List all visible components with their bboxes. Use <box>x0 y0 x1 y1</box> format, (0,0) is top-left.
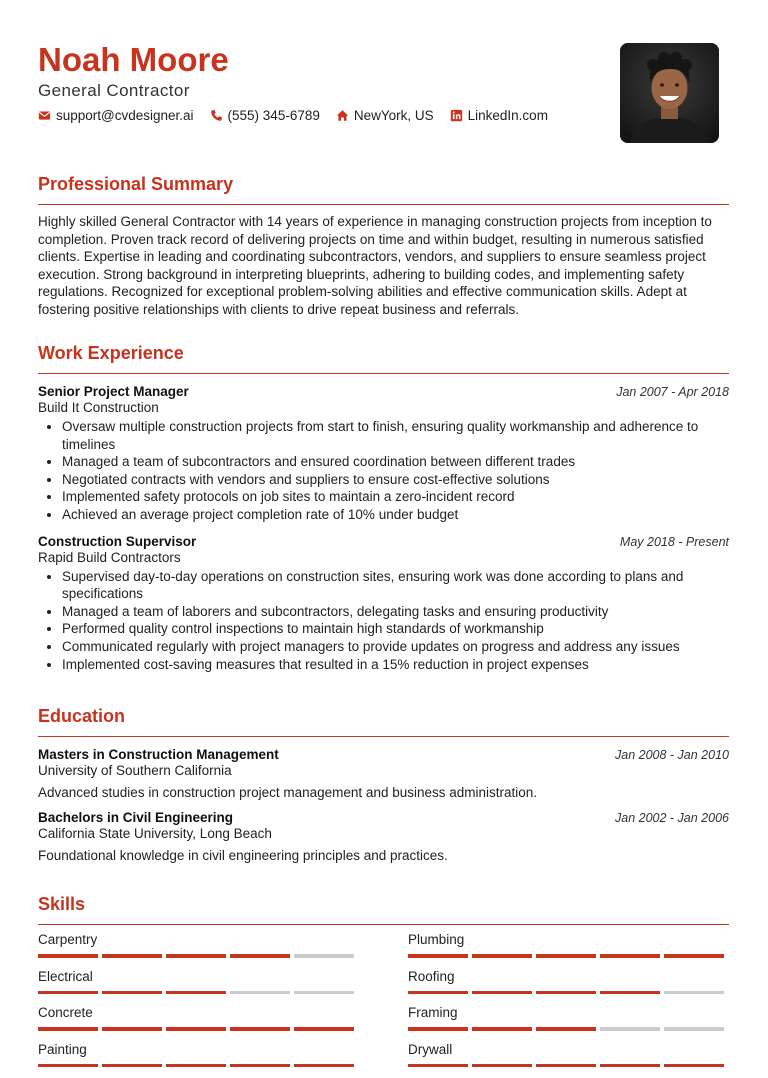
section-divider <box>38 924 729 925</box>
skill-level-bar <box>408 954 728 958</box>
skill-segment-filled <box>38 1064 98 1068</box>
contact-row <box>38 108 598 123</box>
resume-header <box>38 40 598 123</box>
skill-name: Concrete <box>38 1005 93 1020</box>
job-bullet: • Communicated regularly with project managers to provide updates on progress and address any issues <box>62 638 729 656</box>
skill-segment-filled <box>664 1064 724 1068</box>
job-bullet: • Managed a team of laborers and subcontractors, delegating tasks and ensuring productivity <box>62 603 729 621</box>
skill-segment-filled <box>536 1027 596 1031</box>
skill-name: Plumbing <box>408 932 465 947</box>
skill-segment-filled <box>230 1027 290 1031</box>
skills-section <box>38 893 729 1077</box>
skill-segment-empty <box>230 991 290 995</box>
skill-segment-filled <box>408 1027 468 1031</box>
skill-level-bar <box>38 954 358 958</box>
skill-segment-empty <box>664 1027 724 1031</box>
skill-level-bar <box>408 1064 728 1068</box>
job-bullet: • Implemented cost-saving measures that resulted in a 15% reduction in project expenses <box>62 656 729 674</box>
skill-segment-filled <box>102 991 162 995</box>
skill-item <box>38 1004 358 1041</box>
skill-segment-filled <box>600 954 660 958</box>
summary-section <box>38 173 729 319</box>
skill-segment-filled <box>600 1064 660 1068</box>
education-entry <box>38 747 729 800</box>
skill-segment-filled <box>472 1027 532 1031</box>
job-company: Rapid Build Contractors <box>38 549 181 565</box>
skill-segment-filled <box>536 991 596 995</box>
skill-segment-empty <box>294 991 354 995</box>
education-title: Education <box>38 706 126 726</box>
section-divider <box>38 204 729 205</box>
profile-photo <box>620 43 719 143</box>
experience-title: Work Experience <box>38 343 184 363</box>
education-section <box>38 705 729 863</box>
skill-segment-filled <box>600 991 660 995</box>
education-dates: Jan 2008 - Jan 2010 <box>615 748 729 762</box>
contact-location-text: NewYork, US <box>353 108 434 123</box>
job-title: Construction Supervisor <box>38 533 197 549</box>
skill-segment-filled <box>166 1027 226 1031</box>
skill-segment-filled <box>102 1064 162 1068</box>
skill-name: Electrical <box>38 968 93 984</box>
skill-segment-filled <box>408 954 468 958</box>
job-company: Build It Construction <box>38 400 159 415</box>
skill-segment-filled <box>664 954 724 958</box>
section-divider <box>38 736 729 737</box>
skills-grid <box>38 931 729 1077</box>
linkedin-icon <box>450 109 463 122</box>
experience-section <box>38 342 729 673</box>
portrait-illustration <box>620 43 719 143</box>
skill-segment-filled <box>38 954 98 958</box>
education-description: Foundational knowledge in civil engineering principles and practices. <box>38 848 448 863</box>
skill-segment-filled <box>472 954 532 958</box>
job-bullets <box>38 568 729 674</box>
skill-segment-filled <box>38 1027 98 1031</box>
summary-text: Highly skilled General Contractor with 14 years of experience in managing construction projects from inception to completion. Proven track record of delivering projects on time and within budget, resulting in numerous satisfied clients. Expertise in leading and coordinating subcontractors, vendors, and suppliers to ensure seamless project execution. Strong background in interpreting blueprints, adhering to building codes, and implementing safety regulations. Recognized for exceptional problem-solving abilities and effective communication skills. Adept at fostering positive relationships with clients to drive repeat business and referrals. <box>38 214 712 317</box>
skill-level-bar <box>38 1027 358 1031</box>
skill-segment-filled <box>230 1064 290 1068</box>
skill-segment-filled <box>408 1064 468 1068</box>
job-title: Senior Project Manager <box>38 384 189 399</box>
skill-level-bar <box>408 991 728 995</box>
job-bullets <box>38 418 729 524</box>
skill-segment-filled <box>472 991 532 995</box>
skill-segment-filled <box>166 1064 226 1068</box>
skill-segment-empty <box>294 954 354 958</box>
skill-level-bar <box>408 1027 728 1031</box>
home-icon <box>336 109 349 122</box>
skill-segment-empty <box>664 991 724 995</box>
contact-linkedin[interactable] <box>450 108 548 123</box>
school-name: California State University, Long Beach <box>38 826 272 841</box>
skill-level-bar <box>38 1064 358 1068</box>
job-entry <box>38 534 729 674</box>
skill-segment-filled <box>536 954 596 958</box>
skill-item <box>38 968 358 1005</box>
skill-segment-filled <box>166 991 226 995</box>
contact-phone[interactable] <box>210 108 320 123</box>
skill-name: Drywall <box>408 1041 453 1057</box>
contact-linkedin-text: LinkedIn.com <box>467 108 548 123</box>
education-entry <box>38 810 729 863</box>
envelope-icon <box>38 109 51 122</box>
job-bullet: • Performed quality control inspections to maintain high standards of workmanship <box>62 620 729 638</box>
skill-item <box>408 1004 728 1041</box>
job-bullet: • Supervised day-to-day operations on construction sites, ensuring work was done according to plans and specifications <box>62 568 729 603</box>
job-dates: May 2018 - Present <box>619 534 729 549</box>
skill-segment-filled <box>536 1064 596 1068</box>
skill-segment-filled <box>408 991 468 995</box>
job-bullet: • Managed a team of subcontractors and ensured coordination between different trades <box>62 453 729 471</box>
skill-name: Carpentry <box>38 932 98 947</box>
phone-icon <box>210 109 223 122</box>
skill-segment-filled <box>294 1064 354 1068</box>
skill-segment-filled <box>472 1064 532 1068</box>
skill-segment-filled <box>166 954 226 958</box>
skill-segment-filled <box>102 954 162 958</box>
school-name: University of Southern California <box>38 763 232 778</box>
contact-phone-text: (555) 345-6789 <box>227 108 320 123</box>
skill-name: Roofing <box>408 968 455 984</box>
skill-segment-filled <box>38 991 98 995</box>
job-bullet: • Achieved an average project completion rate of 10% under budget <box>62 506 729 524</box>
skill-segment-filled <box>294 1027 354 1031</box>
degree-title: Masters in Construction Management <box>38 747 279 762</box>
job-entry <box>38 384 729 524</box>
candidate-role: General Contractor <box>38 81 190 100</box>
job-dates: Jan 2007 - Apr 2018 <box>616 385 729 399</box>
candidate-name: Noah Moore <box>38 41 229 78</box>
skill-item <box>408 968 728 1005</box>
skill-name: Painting <box>38 1041 87 1057</box>
job-bullet: • Negotiated contracts with vendors and suppliers to ensure cost-effective solutions <box>62 471 729 489</box>
skill-item <box>38 931 358 968</box>
skill-segment-filled <box>102 1027 162 1031</box>
education-dates: Jan 2002 - Jan 2006 <box>615 811 729 825</box>
education-description: Advanced studies in construction project management and business administration. <box>38 785 538 800</box>
summary-title: Professional Summary <box>38 174 234 194</box>
contact-email-text: support@cvdesigner.ai <box>56 108 194 123</box>
degree-title: Bachelors in Civil Engineering <box>38 810 234 825</box>
skill-segment-filled <box>230 954 290 958</box>
skills-title: Skills <box>38 894 86 914</box>
skill-item <box>408 931 728 968</box>
contact-email[interactable] <box>38 108 194 123</box>
skill-segment-empty <box>600 1027 660 1031</box>
skill-name: Framing <box>408 1005 458 1020</box>
section-divider <box>38 373 729 374</box>
job-bullet: • Implemented safety protocols on job sites to maintain a zero-incident record <box>62 488 729 506</box>
contact-location[interactable] <box>336 108 434 123</box>
job-bullet: • Oversaw multiple construction projects from start to finish, ensuring quality workmanship and adherence to timelines <box>62 418 729 453</box>
skill-item <box>38 1041 358 1078</box>
skill-level-bar <box>38 991 358 995</box>
skill-item <box>408 1041 728 1078</box>
